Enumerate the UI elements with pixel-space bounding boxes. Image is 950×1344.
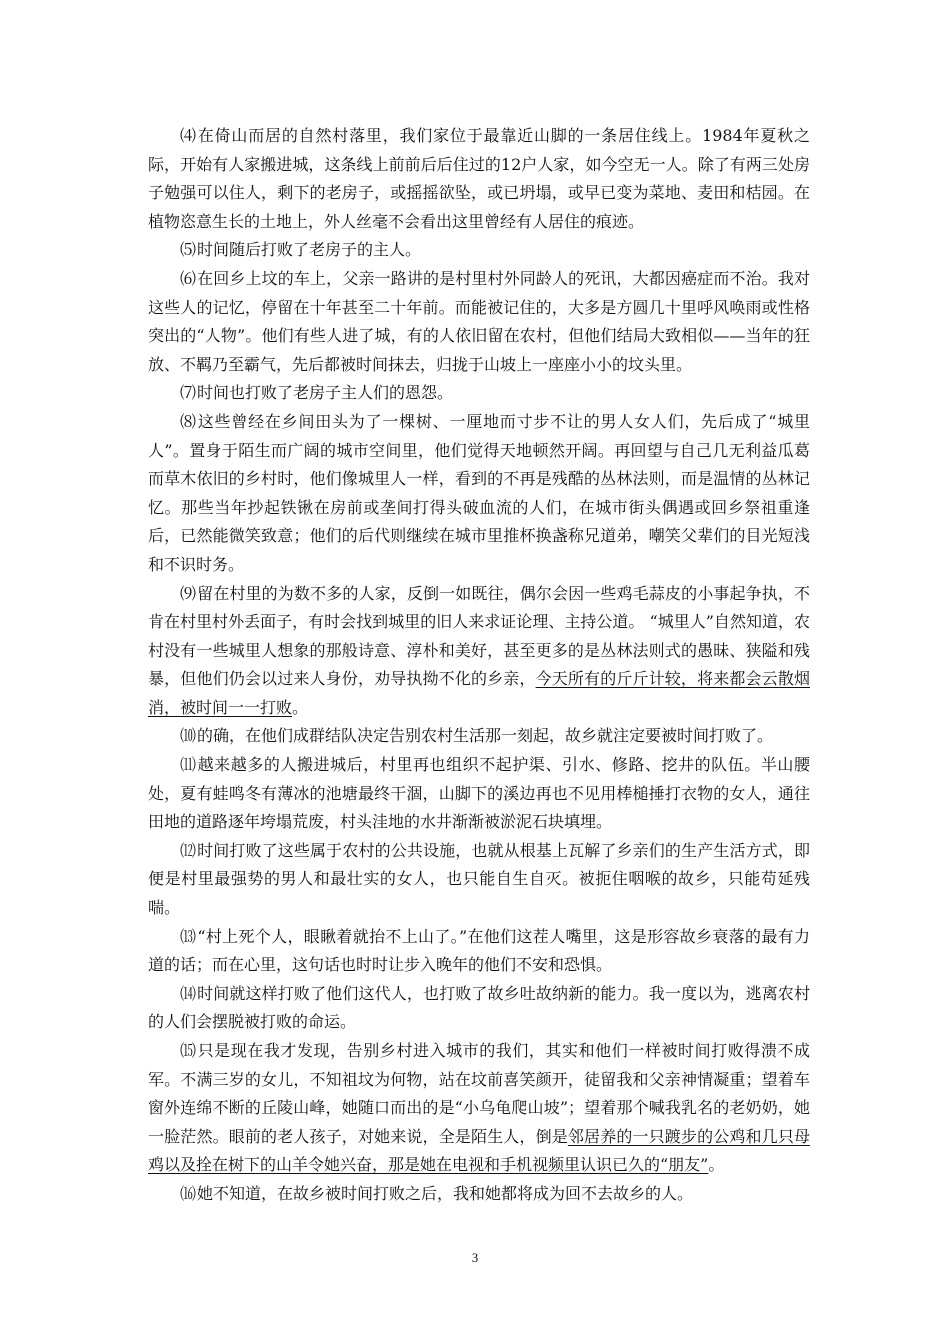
paragraph-number: ⑽ (180, 726, 197, 746)
paragraph-text: 只是现在我才发现，告别乡村进入城市的我们，其实和他们一样被时间打败得溃不成军。不满三岁的女儿，不知祖坟为何物，站在坟前喜笑颜开，徒留我和父亲神情凝重；望着车窗外连绵不断的丘陵山峰，她随口而出的是“小乌龟爬山坡”；望着那个喊我乳名的老奶奶，她一脸茫然。眼前的老人孩子，对她来说，全是陌生人，倒是 (148, 1041, 810, 1146)
paragraph-number: ⑹ (180, 268, 197, 288)
paragraph-text: 时间也打败了老房子主人们的恩怨。 (197, 383, 454, 403)
paragraph (148, 751, 810, 837)
paragraph-number: ⒁ (180, 983, 197, 1003)
underlined-passage: 邻居养的一只踱步的公鸡和几只母鸡以及拴在树下的山羊令她兴奋，那是她在电视和手机视频里认识已久的“朋友” (148, 1126, 810, 1175)
paragraph-text: 。 (708, 1155, 725, 1175)
paragraph-number: ⑺ (180, 383, 197, 403)
paragraph (148, 1180, 810, 1209)
paragraph (148, 580, 810, 723)
paragraph-number: ⒀ (180, 926, 197, 946)
paragraph-number: ⒂ (180, 1041, 197, 1060)
paragraph (148, 837, 810, 923)
paragraph-text: 在倚山而居的自然村落里，我们家位于最靠近山脚的一条居住线上。1984年夏秋之际，开始有人家搬进城，这条线上前前后后住过的12户人家，如今空无一人。除了有两三处房子勉强可以住人，剩下的老房子，或摇摇欲坠，或已坍塌，或早已变为菜地、麦田和桔园。在植物恣意生长的土地上，外人丝毫不会看出这里曾经有人居住的痕迹。 (148, 126, 810, 231)
paragraph-number: ⑸ (180, 240, 197, 260)
paragraph (148, 379, 810, 408)
paragraph (148, 122, 810, 236)
paragraph-number: ⒃ (180, 1183, 197, 1203)
paragraph-text: 这些曾经在乡间田头为了一棵树、一厘地而寸步不让的男人女人们，先后成了“城里人”。置身于陌生而广阔的城市空间里，他们觉得天地顿然开阔。再回望与自己几无利益瓜葛而草木依旧的乡村时，他们像城里人一样，看到的不再是残酷的丛林法则，而是温情的丛林记忆。那些当年抄起铁锹在房前或垄间打得头破血流的人们，在城市街头偶遇或回乡祭祖重逢后，已然能微笑致意；他们的后代则继续在城市里推杯换盏称兄道弟，嘲笑父辈们的目光短浅和不识时务。 (148, 411, 810, 574)
paragraph (148, 265, 810, 379)
paragraph-number: ⑷ (180, 126, 197, 145)
paragraph (148, 923, 810, 980)
paragraph (148, 236, 810, 265)
paragraph-number: ⑾ (180, 755, 197, 775)
paragraph-text: 的确，在他们成群结队决定告别农村生活那一刻起，故乡就注定要被时间打败了。 (197, 726, 774, 746)
paragraph-text: 在回乡上坟的车上，父亲一路讲的是村里村外同龄人的死讯，大都因癌症而不治。我对这些人的记忆，停留在十年甚至二十年前。而能被记住的，大多是方圆几十里呼风唤雨或性格突出的“人物”。他们有些人进了城，有的人依旧留在农村，但他们结局大致相似——当年的狂放、不羁乃至霸气，先后都被时间抹去，归拢于山坡上一座座小小的坟头里。 (148, 268, 810, 374)
paragraph-text: 越来越多的人搬进城后，村里再也组织不起护渠、引水、修路、挖井的队伍。半山腰处，夏有蛙鸣冬有薄冰的池塘最终干涸，山脚下的溪边再也不见用棒槌捶打衣物的女人，通往田地的道路逐年垮塌荒废，村头洼地的水井渐渐被淤泥石块填埋。 (148, 755, 810, 832)
paragraph-text: 她不知道，在故乡被时间打败之后，我和她都将成为回不去故乡的人。 (197, 1183, 694, 1203)
paragraph-number: ⑿ (180, 840, 197, 860)
document-body (148, 122, 810, 1209)
paragraph-text: “村上死个人，眼瞅着就抬不上山了。”在他们这茬人嘴里，这是形容故乡衰落的最有力道的话；而在心里，这句话也时时让步入晚年的他们不安和恐惧。 (148, 926, 810, 975)
paragraph-number: ⑼ (180, 583, 197, 603)
page-number: 3 (471, 1250, 479, 1265)
paragraph-text: 。 (292, 697, 309, 717)
paragraph-text: 时间就这样打败了他们这代人，也打败了故乡吐故纳新的能力。我一度以为，逃离农村的人们会摆脱被打败的命运。 (148, 983, 810, 1032)
underlined-passage: 今天所有的斤斤计较，将来都会云散烟消，被时间一一打败 (148, 669, 810, 717)
paragraph-text: 时间随后打败了老房子的主人。 (197, 240, 422, 260)
paragraph (148, 722, 810, 751)
paragraph-text: 留在村里的为数不多的人家，反倒一如既往，偶尔会因一些鸡毛蒜皮的小事起争执，不肯在村里村外丢面子，有时会找到城里的旧人来求证论理、主持公道。 “城里人”自然知道，农村没有一些城里人想象的那般诗意、淳朴和美好，甚至更多的是丛林法则式的愚昧、狭隘和残暴，但他们仍会以过来人身份，劝导执拗不化的乡亲， (148, 583, 810, 689)
paragraph (148, 980, 810, 1037)
paragraph (148, 408, 810, 580)
paragraph (148, 1037, 810, 1180)
paragraph-text: 时间打败了这些属于农村的公共设施，也就从根基上瓦解了乡亲们的生产生活方式，即便是村里最强势的男人和最壮实的女人，也只能自生自灭。被扼住咽喉的故乡，只能苟延残喘。 (148, 840, 810, 918)
paragraph-number: ⑻ (180, 411, 197, 431)
